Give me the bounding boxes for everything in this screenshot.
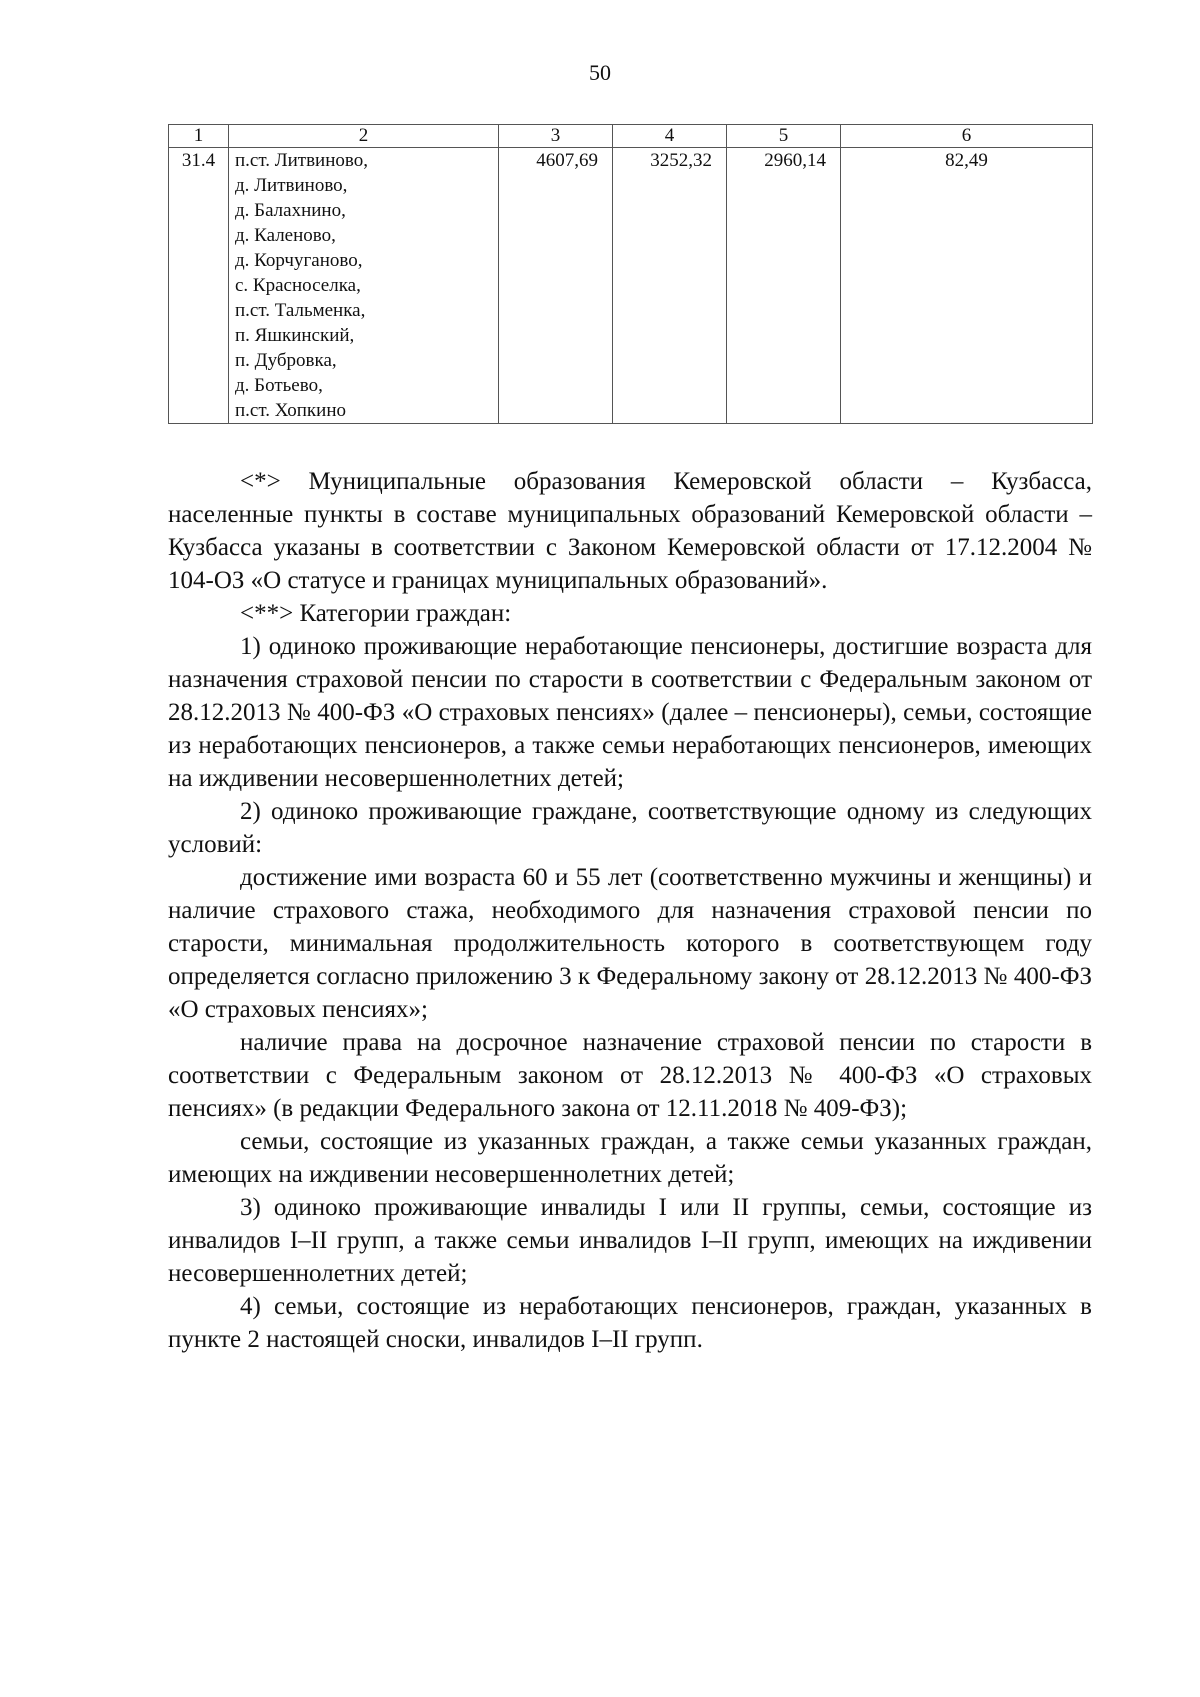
settlement-name: д. Корчуганово, xyxy=(235,250,363,271)
footnote-municipal: <*> Муниципальные образования Кемеровской области – Кузбасса, населенные пункты в составе муниципальных образований Кемеровской области – Кузбасса указаны в соответствии с Законом Кемеровской области от 17.12.2004 № 104-ОЗ «О статусе и границах муниципальных образований». xyxy=(168,468,1092,594)
footnote-categories-heading: <**> Категории граждан: xyxy=(240,600,512,627)
category-item-4: 4) семьи, состоящие из неработающих пенсионеров, граждан, указанных в пункте 2 настоящей сноски, инвалидов I–II групп. xyxy=(168,1293,1092,1353)
settlement-name: п. Дубровка, xyxy=(235,350,337,371)
settlement-name: п.ст. Литвиново, xyxy=(235,150,368,171)
settlement-name: с. Красноселка, xyxy=(235,275,361,296)
table-header-row xyxy=(169,125,1093,148)
data-table xyxy=(168,124,1093,424)
header-cell: 5 xyxy=(727,125,841,148)
header-cell: 1 xyxy=(169,125,229,148)
header-cell: 2 xyxy=(229,125,499,148)
page-number: 50 xyxy=(589,60,611,85)
value-cell-col4: 3252,32 xyxy=(613,148,727,424)
settlements-cell xyxy=(229,148,499,424)
table-row xyxy=(169,148,1093,424)
settlement-name: д. Литвиново, xyxy=(235,175,348,196)
category-item-2: 2) одиноко проживающие граждане, соответствующие одному из следующих условий: xyxy=(168,798,1092,858)
value-cell-col5: 2960,14 xyxy=(727,148,841,424)
settlement-name: п.ст. Тальменка, xyxy=(235,300,366,321)
value-cell-col6: 82,49 xyxy=(841,148,1093,424)
category-item-2-families: семьи, состоящие из указанных граждан, а также семьи указанных граждан, имеющих на иждивении несовершеннолетних детей; xyxy=(168,1128,1092,1188)
settlement-name: п. Яшкинский, xyxy=(235,325,355,346)
category-item-2-condition-a: достижение ими возраста 60 и 55 лет (соответственно мужчины и женщины) и наличие страхового стажа, необходимого для назначения страховой пенсии по старости, минимальная продолжительность которого в соответствующем году определяется согласно приложению 3 к Федеральному закону от 28.12.2013 № 400-ФЗ «О страховых пенсиях»; xyxy=(168,864,1092,1023)
settlement-name: д. Балахнино, xyxy=(235,200,346,221)
category-item-3: 3) одиноко проживающие инвалиды I или II группы, семьи, состоящие из инвалидов I–II групп, а также семьи инвалидов I–II групп, имеющих на иждивении несовершеннолетних детей; xyxy=(168,1194,1092,1287)
footnotes-body xyxy=(168,465,1092,1356)
category-item-2-condition-b: наличие права на досрочное назначение страховой пенсии по старости в соответствии с Федеральным законом от 28.12.2013 № 400-ФЗ «О страховых пенсиях» (в редакции Федерального закона от 12.11.2018 № 409-ФЗ); xyxy=(168,1029,1092,1122)
header-cell: 4 xyxy=(613,125,727,148)
header-cell: 6 xyxy=(841,125,1093,148)
settlement-name: п.ст. Хопкино xyxy=(235,400,346,421)
row-number-cell: 31.4 xyxy=(169,148,229,424)
settlement-name: д. Каленово, xyxy=(235,225,336,246)
category-item-1: 1) одиноко проживающие неработающие пенсионеры, достигшие возраста для назначения страховой пенсии по старости в соответствии с Федеральным законом от 28.12.2013 № 400-ФЗ «О страховых пенсиях» (далее – пенсионеры), семьи, состоящие из неработающих пенсионеров, а также семьи неработающих пенсионеров, имеющих на иждивении несовершеннолетних детей; xyxy=(168,633,1092,792)
header-cell: 3 xyxy=(499,125,613,148)
settlement-name: д. Ботьево, xyxy=(235,375,323,396)
value-cell-col3: 4607,69 xyxy=(499,148,613,424)
